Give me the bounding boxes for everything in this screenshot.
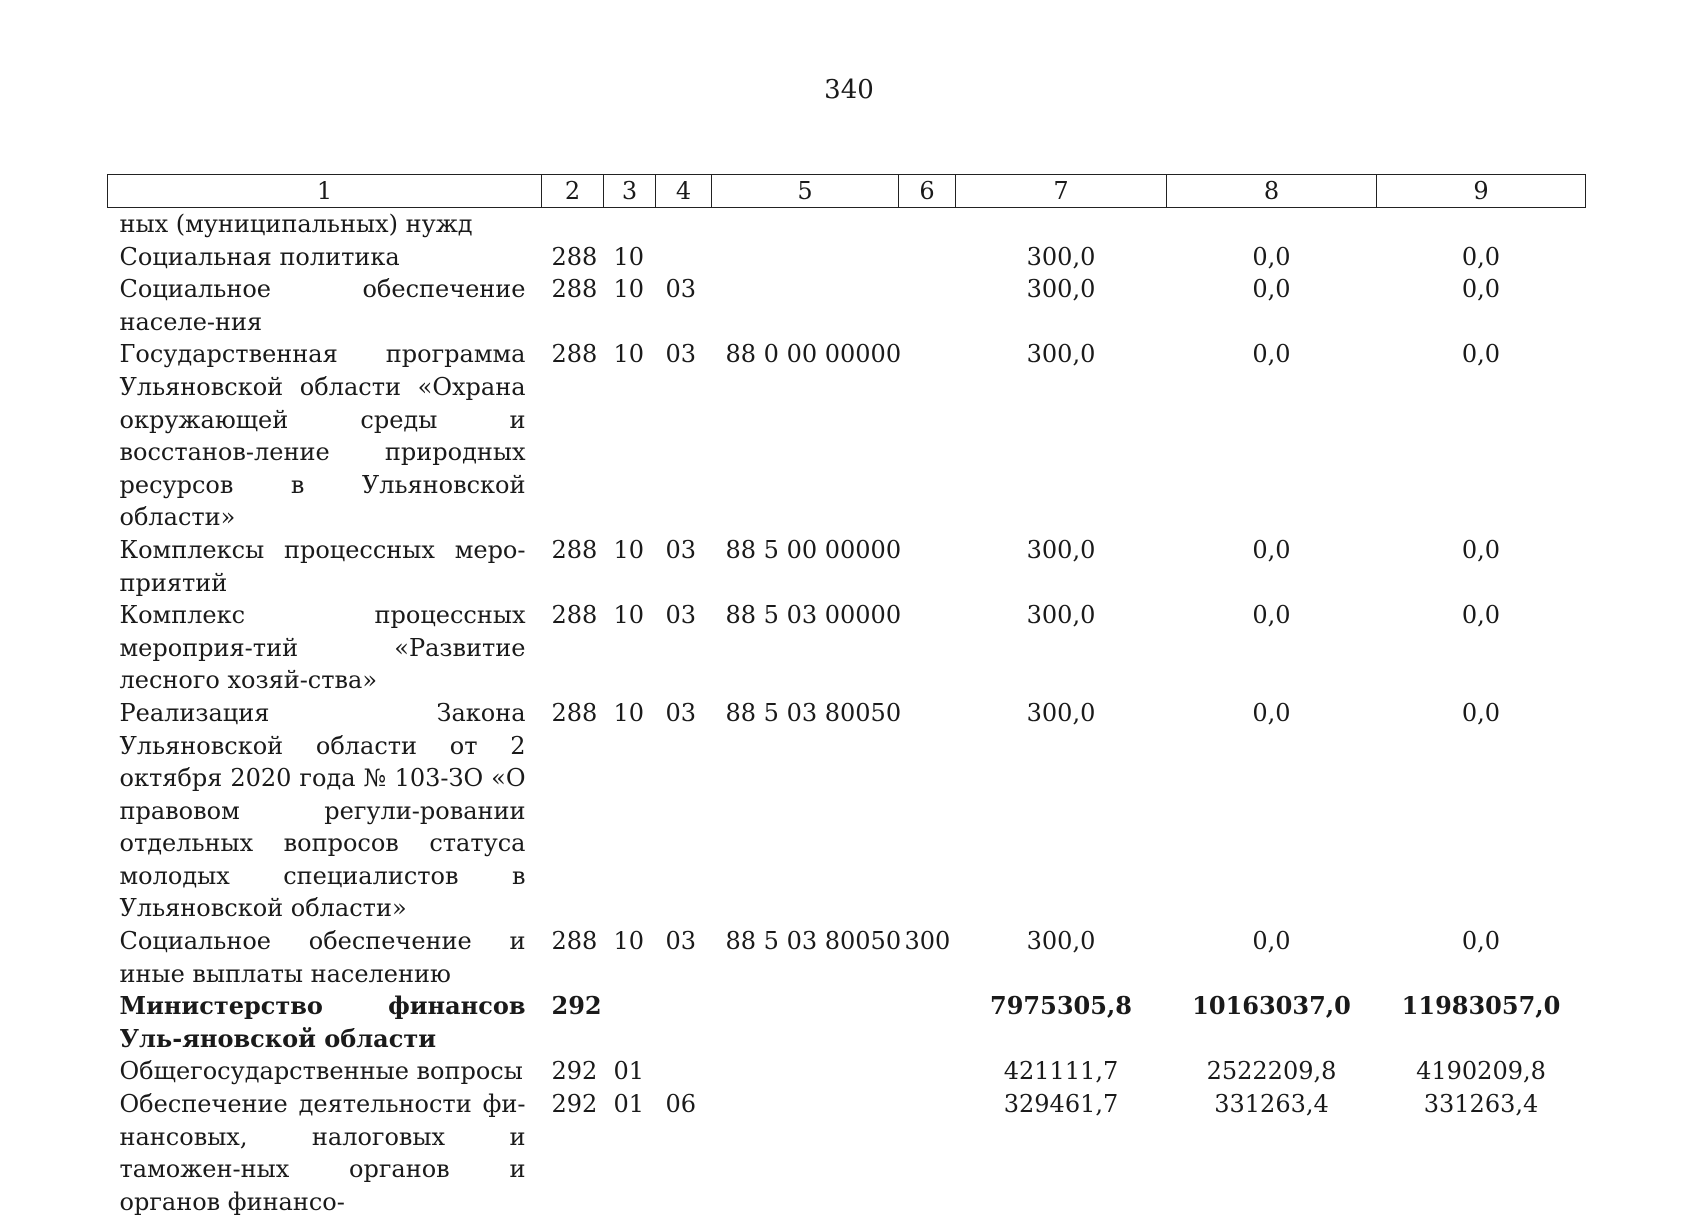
row-name: Реализация Закона Ульяновской области от 2 октября 2020 года № 103-ЗО «О правовом регули-ровании отдельных вопросов статуса молодых специалистов в Ульяновской области» bbox=[108, 697, 542, 925]
cell-ministry-code: 288 bbox=[542, 599, 604, 697]
cell-expense-type bbox=[899, 1055, 956, 1088]
cell-ministry-code: 288 bbox=[542, 338, 604, 534]
cell-amount-col9: 0,0 bbox=[1377, 534, 1586, 599]
cell-amount-col7: 300,0 bbox=[956, 925, 1167, 990]
cell-expense-type bbox=[899, 990, 956, 1055]
page-number: 340 bbox=[0, 74, 1698, 106]
cell-expense-type bbox=[899, 241, 956, 274]
cell-ministry-code: 288 bbox=[542, 241, 604, 274]
column-header: 8 bbox=[1167, 175, 1377, 208]
cell-amount-col8: 0,0 bbox=[1167, 925, 1377, 990]
cell-subsection: 03 bbox=[656, 599, 712, 697]
cell-expense-type bbox=[899, 1088, 956, 1218]
cell-amount-col8: 331263,4 bbox=[1167, 1088, 1377, 1218]
cell-amount-col9: 0,0 bbox=[1377, 925, 1586, 990]
cell-amount-col7: 300,0 bbox=[956, 697, 1167, 925]
cell-amount-col8: 2522209,8 bbox=[1167, 1055, 1377, 1088]
table-row bbox=[108, 338, 1586, 534]
cell-amount-col7: 7975305,8 bbox=[956, 990, 1167, 1055]
cell-section: 01 bbox=[604, 1088, 656, 1218]
cell-amount-col9: 0,0 bbox=[1377, 599, 1586, 697]
row-name: Социальное обеспечение населе-ния bbox=[108, 273, 542, 338]
cell-subsection bbox=[656, 1055, 712, 1088]
cell-expense-type: 300 bbox=[899, 925, 956, 990]
table-row bbox=[108, 599, 1586, 697]
cell-subsection: 06 bbox=[656, 1088, 712, 1218]
cell-amount-col8: 0,0 bbox=[1167, 241, 1377, 274]
cell-subsection bbox=[656, 208, 712, 241]
cell-target-article: 88 5 03 80050 bbox=[712, 925, 899, 990]
table-row bbox=[108, 925, 1586, 990]
column-header: 9 bbox=[1377, 175, 1586, 208]
budget-table bbox=[107, 174, 1586, 1218]
cell-amount-col7: 300,0 bbox=[956, 534, 1167, 599]
cell-amount-col7: 300,0 bbox=[956, 241, 1167, 274]
cell-amount-col8: 0,0 bbox=[1167, 697, 1377, 925]
cell-expense-type bbox=[899, 338, 956, 534]
cell-expense-type bbox=[899, 599, 956, 697]
cell-ministry-code bbox=[542, 208, 604, 241]
cell-amount-col7: 300,0 bbox=[956, 338, 1167, 534]
cell-amount-col9: 0,0 bbox=[1377, 338, 1586, 534]
cell-section: 10 bbox=[604, 241, 656, 274]
table-row bbox=[108, 1055, 1586, 1088]
row-name: Социальная политика bbox=[108, 241, 542, 274]
cell-ministry-code: 292 bbox=[542, 1055, 604, 1088]
cell-amount-col7: 421111,7 bbox=[956, 1055, 1167, 1088]
column-header: 5 bbox=[712, 175, 899, 208]
row-name: Общегосударственные вопросы bbox=[108, 1055, 542, 1088]
cell-ministry-code: 288 bbox=[542, 534, 604, 599]
cell-target-article bbox=[712, 273, 899, 338]
cell-section bbox=[604, 990, 656, 1055]
budget-table-body bbox=[108, 208, 1586, 1218]
cell-amount-col9: 0,0 bbox=[1377, 273, 1586, 338]
budget-table-container bbox=[107, 174, 1585, 1218]
cell-subsection: 03 bbox=[656, 534, 712, 599]
cell-expense-type bbox=[899, 697, 956, 925]
column-header: 3 bbox=[604, 175, 656, 208]
cell-section bbox=[604, 208, 656, 241]
cell-amount-col7 bbox=[956, 208, 1167, 241]
cell-target-article: 88 5 03 80050 bbox=[712, 697, 899, 925]
cell-section: 10 bbox=[604, 534, 656, 599]
cell-target-article: 88 0 00 00000 bbox=[712, 338, 899, 534]
cell-amount-col9: 11983057,0 bbox=[1377, 990, 1586, 1055]
cell-target-article bbox=[712, 208, 899, 241]
cell-expense-type bbox=[899, 273, 956, 338]
cell-section: 01 bbox=[604, 1055, 656, 1088]
cell-amount-col7: 300,0 bbox=[956, 599, 1167, 697]
cell-subsection bbox=[656, 990, 712, 1055]
cell-subsection: 03 bbox=[656, 273, 712, 338]
row-name: Министерство финансов Уль-яновской области bbox=[108, 990, 542, 1055]
cell-section: 10 bbox=[604, 338, 656, 534]
cell-amount-col9: 331263,4 bbox=[1377, 1088, 1586, 1218]
cell-subsection: 03 bbox=[656, 338, 712, 534]
cell-amount-col9 bbox=[1377, 208, 1586, 241]
cell-subsection: 03 bbox=[656, 697, 712, 925]
column-header: 6 bbox=[899, 175, 956, 208]
column-header: 2 bbox=[542, 175, 604, 208]
cell-section: 10 bbox=[604, 925, 656, 990]
table-row bbox=[108, 697, 1586, 925]
cell-amount-col7: 300,0 bbox=[956, 273, 1167, 338]
cell-section: 10 bbox=[604, 273, 656, 338]
cell-amount-col9: 0,0 bbox=[1377, 697, 1586, 925]
cell-amount-col8: 0,0 bbox=[1167, 534, 1377, 599]
cell-target-article bbox=[712, 1088, 899, 1218]
cell-ministry-code: 292 bbox=[542, 1088, 604, 1218]
table-row bbox=[108, 534, 1586, 599]
cell-target-article bbox=[712, 241, 899, 274]
cell-amount-col9: 0,0 bbox=[1377, 241, 1586, 274]
row-name: Комплекс процессных мероприя-тий «Развитие лесного хозяй-ства» bbox=[108, 599, 542, 697]
row-name: Комплексы процессных меро-приятий bbox=[108, 534, 542, 599]
row-name: Государственная программа Ульяновской области «Охрана окружающей среды и восстанов-ление природных ресурсов в Ульяновской области» bbox=[108, 338, 542, 534]
cell-subsection: 03 bbox=[656, 925, 712, 990]
table-row-ministry-total bbox=[108, 990, 1586, 1055]
cell-section: 10 bbox=[604, 697, 656, 925]
cell-amount-col9: 4190209,8 bbox=[1377, 1055, 1586, 1088]
row-name: Обеспечение деятельности фи-нансовых, налоговых и таможен-ных органов и органов финансо- bbox=[108, 1088, 542, 1218]
cell-amount-col8 bbox=[1167, 208, 1377, 241]
cell-amount-col8: 0,0 bbox=[1167, 599, 1377, 697]
cell-amount-col8: 0,0 bbox=[1167, 338, 1377, 534]
cell-expense-type bbox=[899, 534, 956, 599]
cell-target-article bbox=[712, 990, 899, 1055]
cell-ministry-code: 288 bbox=[542, 697, 604, 925]
cell-ministry-code: 292 bbox=[542, 990, 604, 1055]
column-header: 7 bbox=[956, 175, 1167, 208]
cell-amount-col8: 10163037,0 bbox=[1167, 990, 1377, 1055]
column-header: 1 bbox=[108, 175, 542, 208]
column-number-header-row bbox=[108, 175, 1586, 208]
table-row bbox=[108, 208, 1586, 241]
column-header: 4 bbox=[656, 175, 712, 208]
row-name: Социальное обеспечение и иные выплаты населению bbox=[108, 925, 542, 990]
cell-expense-type bbox=[899, 208, 956, 241]
cell-target-article bbox=[712, 1055, 899, 1088]
table-row bbox=[108, 273, 1586, 338]
cell-amount-col8: 0,0 bbox=[1167, 273, 1377, 338]
cell-subsection bbox=[656, 241, 712, 274]
cell-ministry-code: 288 bbox=[542, 273, 604, 338]
cell-ministry-code: 288 bbox=[542, 925, 604, 990]
table-row bbox=[108, 241, 1586, 274]
cell-target-article: 88 5 00 00000 bbox=[712, 534, 899, 599]
cell-amount-col7: 329461,7 bbox=[956, 1088, 1167, 1218]
cell-target-article: 88 5 03 00000 bbox=[712, 599, 899, 697]
row-name: ных (муниципальных) нужд bbox=[108, 208, 542, 241]
table-row bbox=[108, 1088, 1586, 1218]
cell-section: 10 bbox=[604, 599, 656, 697]
